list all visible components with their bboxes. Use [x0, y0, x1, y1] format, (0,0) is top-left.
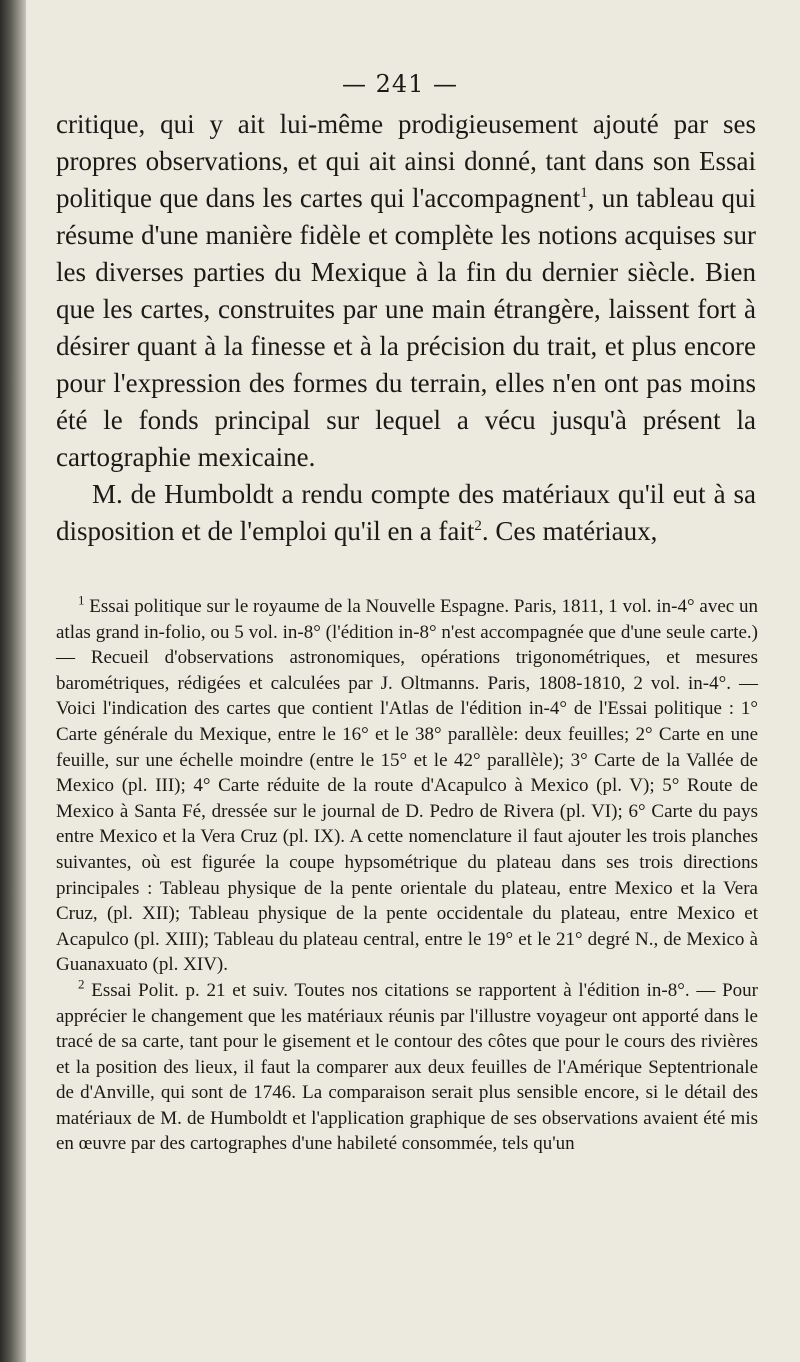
- paragraph-1-text-end: , un tableau qui résume d'une manière fidèle et complète les notions acquises sur les diverses parties du Mexique à la fin du dernier siècle. Bien que les cartes, construites par une main étrangère, laissent fort à désirer quant à la finesse et à la précision du trait, et plus encore pour l'expression des formes du terrain, elles n'en ont pas moins été le fonds principal sur lequel a vécu jusqu'à présent la cartographie mexicaine.: [56, 183, 756, 472]
- footnote-1-mark: 1: [78, 592, 85, 608]
- paragraph-1: [56, 106, 756, 476]
- footnote-2-mark: 2: [78, 976, 85, 992]
- footnote-ref-1[interactable]: 1: [580, 185, 588, 201]
- footnote-1-text: Essai politique sur le royaume de la Nouvelle Espagne. Paris, 1811, 1 vol. in-4° avec un atlas grand in-folio, ou 5 vol. in-8° (l'édition in-8° n'est accompagnée que d'une seule carte.) — Recueil d'observations astronomiques, opérations trigonométriques, et mesures barométriques, rédigées et calculées par J. Oltmanns. Paris, 1808-1810, 2 vol. in-4°. — Voici l'indication des cartes que contient l'Atlas de l'édition in-4° de l'Essai politique : 1° Carte générale du Mexique, entre le 16° et le 38° parallèle: deux feuilles; 2° Carte en une feuille, sur une échelle moindre (entre le 15° et le 42° parallèle); 3° Carte de la Vallée de Mexico (pl. III); 4° Carte réduite de la route d'Acapulco à Mexico (pl. V); 5° Route de Mexico à Santa Fé, dressée sur le journal de D. Pedro de Rivera (pl. VI); 6° Carte du pays entre Mexico et la Vera Cruz (pl. IX). A cette nomenclature il faut ajouter les trois planches suivantes, où est figurée la coupe hypsométrique du plateau dans ses trois directions principales : Tableau physique de la pente orientale du plateau, entre Mexico et la Vera Cruz, (pl. XII); Tableau physique de la pente occidentale du plateau, entre Mexico et Acapulco (pl. XIII); Tableau du plateau central, entre le 19° et le 21° degré N., de Mexico à Guanaxuato (pl. XIV).: [56, 596, 758, 976]
- paragraph-2-text: M. de Humboldt a rendu compte des matériaux qu'il eut à sa disposition et de l'emploi qu'il en a fait: [56, 479, 756, 546]
- paragraph-1-text: critique, qui y ait lui-même prodigieusement ajouté par ses propres observations, et qui ait ainsi donné, tant dans son Essai politique que dans les cartes qui l'accompagnent: [56, 109, 756, 213]
- paragraph-2: [56, 476, 756, 550]
- paragraph-2-text-end: . Ces matériaux,: [481, 516, 658, 546]
- footnote-2: [56, 978, 758, 1157]
- page-number: — 241 —: [341, 70, 459, 98]
- footnote-1: [56, 594, 758, 978]
- main-text: [56, 106, 756, 550]
- footnote-2-text: Essai Polit. p. 21 et suiv. Toutes nos citations se rapportent à l'édition in-8°. — Pour apprécier le changement que les matériaux réunis par l'illustre voyageur ont apporté dans le tracé de sa carte, tant pour le gisement et le contour des côtes que pour le cours des rivières et la position des lieux, il faut la comparer aux deux feuilles de l'Amérique Septentrionale de d'Anville, qui sont de 1746. La comparaison serait plus sensible encore, si le détail des matériaux de M. de Humboldt et l'application graphique de ses observations avaient été mis en œuvre par des cartographes d'une habileté consommée, tels qu'un: [56, 979, 758, 1155]
- footnote-ref-2[interactable]: 2: [474, 518, 482, 534]
- footnotes: [56, 594, 758, 1157]
- page-binding-edge: [0, 0, 26, 1362]
